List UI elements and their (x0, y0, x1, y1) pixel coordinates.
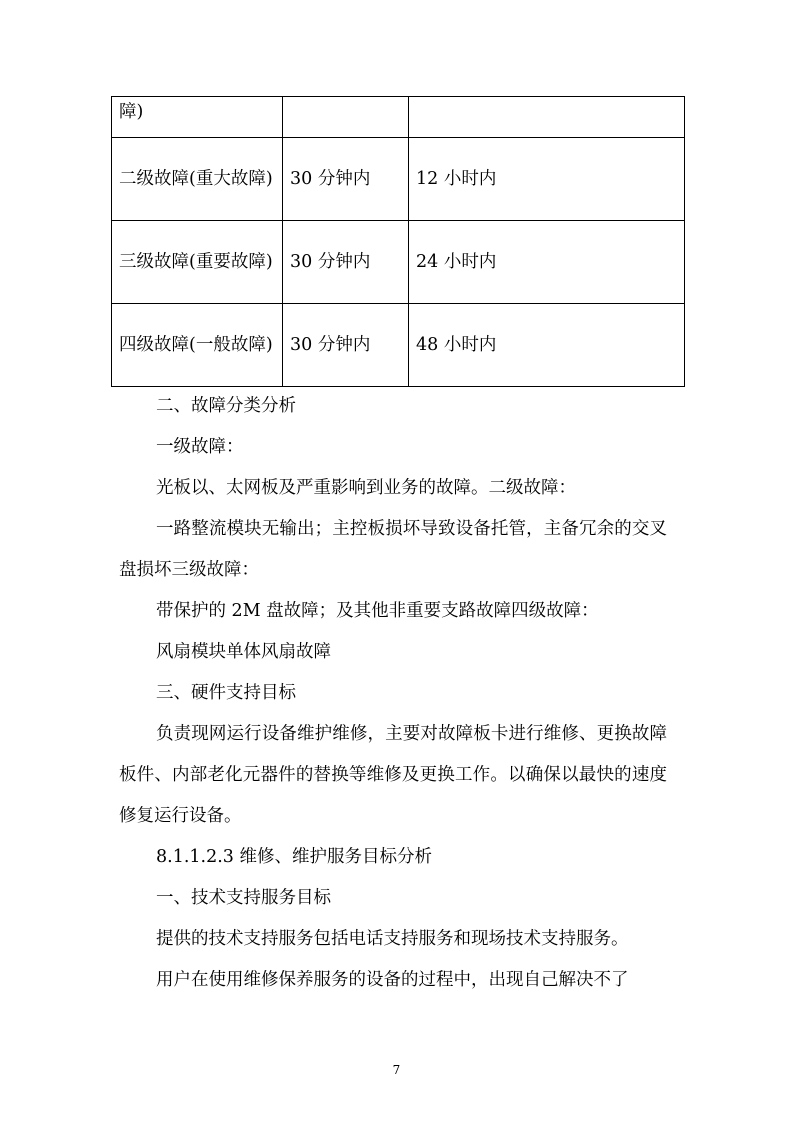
paragraph: 光板以、太网板及严重影响到业务的故障。二级故障： (156, 478, 576, 498)
resolve-time-cell (409, 97, 685, 138)
response-time-cell: 30 分钟内 (283, 221, 409, 304)
response-time-cell: 30 分钟内 (283, 304, 409, 387)
fault-level-cell: 二级故障(重大故障) (112, 138, 283, 221)
section-heading-fault-classification: 二、故障分类分析 (156, 396, 296, 416)
paragraph: 一级故障： (156, 437, 244, 457)
fault-response-table (111, 96, 685, 387)
table-row (112, 138, 685, 221)
resolve-time-cell: 48 小时内 (409, 304, 685, 387)
paragraph: 负责现网运行设备维护维修，主要对故障板卡进行维修、更换故障板件、内部老化元器件的替换等维修及更换工作。以确保以最快的速度修复运行设备。 (119, 724, 667, 826)
fault-level-cell: 障) (112, 97, 283, 138)
resolve-time-cell: 24 小时内 (409, 221, 685, 304)
fault-level-cell: 四级故障(一般故障) (112, 304, 283, 387)
response-time-cell (283, 97, 409, 138)
section-heading-tech-support: 一、技术支持服务目标 (156, 888, 331, 908)
paragraph: 一路整流模块无输出；主控板损坏导致设备托管，主备冗余的交叉盘损坏三级故障： (119, 519, 667, 580)
paragraph: 用户在使用维修保养服务的设备的过程中，出现自己解决不了 (156, 970, 629, 990)
section-heading-hardware-support: 三、硬件支持目标 (156, 683, 296, 703)
table-row (112, 97, 685, 138)
table-row (112, 304, 685, 387)
body-text (119, 386, 667, 1001)
paragraph: 带保护的 2M 盘故障；及其他非重要支路故障四级故障： (156, 601, 599, 621)
response-time-cell: 30 分钟内 (283, 138, 409, 221)
fault-level-cell: 三级故障(重要故障) (112, 221, 283, 304)
section-heading-maintenance-goals: 8.1.1.2.3 维修、维护服务目标分析 (156, 847, 432, 867)
paragraph: 风扇模块单体风扇故障 (156, 642, 331, 662)
paragraph: 提供的技术支持服务包括电话支持服务和现场技术支持服务。 (156, 929, 629, 949)
table-row (112, 221, 685, 304)
resolve-time-cell: 12 小时内 (409, 138, 685, 221)
page-number: 7 (392, 1063, 401, 1077)
